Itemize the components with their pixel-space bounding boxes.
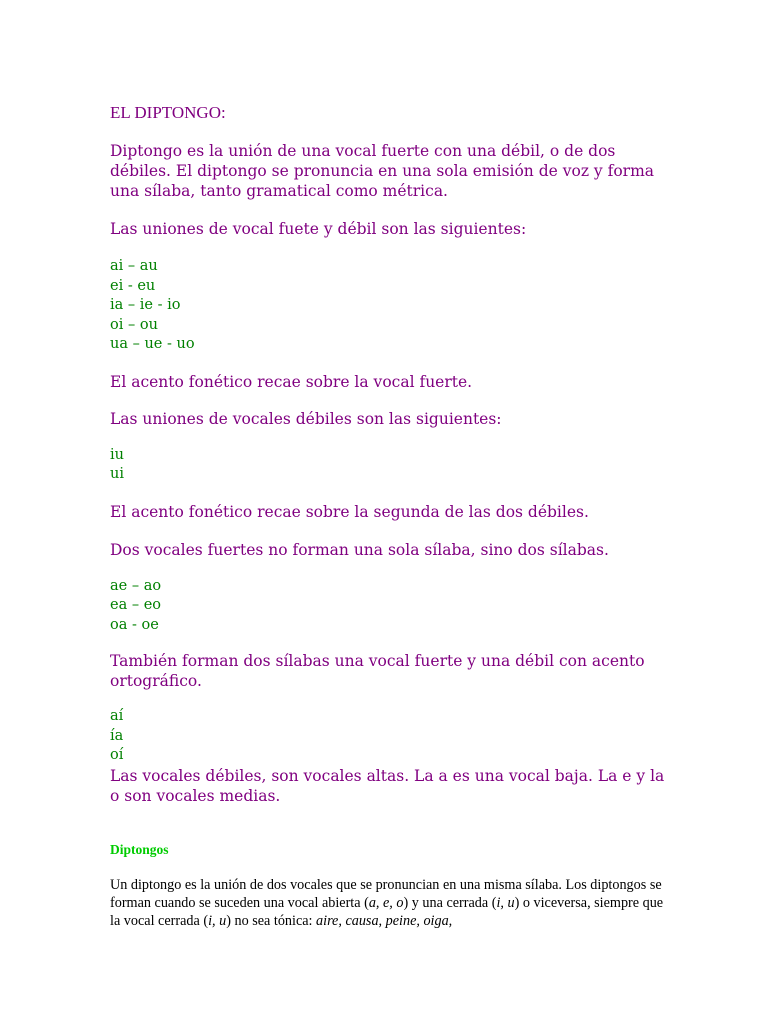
uniones-fuerte-debil-heading: Las uniones de vocal fuete y débil son las siguientes: xyxy=(110,220,527,238)
ejemplos: aire, causa, peine, oiga, xyxy=(316,912,453,929)
document-page xyxy=(110,103,670,930)
section-heading-diptongos: Diptongos xyxy=(110,841,169,857)
list-item: ae – ao xyxy=(110,577,162,594)
list-item: iu xyxy=(110,446,124,463)
uniones-fuerte-debil-list xyxy=(110,257,670,355)
definition-text: ) no sea tónica: xyxy=(226,912,317,929)
fuertes-list xyxy=(110,577,670,636)
acento-fuerte-paragraph: El acento fonético recae sobre la vocal fuerte. xyxy=(110,372,473,391)
list-item: ui xyxy=(110,466,124,482)
list-item: ea – eo xyxy=(110,597,162,613)
vocales-abiertas: a, e, o xyxy=(368,894,404,911)
list-item: ei - eu xyxy=(110,277,156,294)
acento-debiles-paragraph: El acento fonético recae sobre la segunda de las dos débiles. xyxy=(110,502,589,521)
uniones-debiles-heading: Las uniones de vocales débiles son las siguientes: xyxy=(110,409,502,428)
fuertes-heading: Dos vocales fuertes no forman una sola sílaba, sino dos sílabas. xyxy=(110,540,609,559)
list-item: ia – ie - io xyxy=(110,297,181,313)
list-item: aí xyxy=(110,708,124,724)
list-item: ía xyxy=(110,727,124,744)
acento-ortografico-list xyxy=(110,707,670,766)
definition-text: ) y una cerrada ( xyxy=(403,894,497,911)
vocales-altas-paragraph: Las vocales débiles, son vocales altas. La a es una vocal baja. La e y la o son vocales medias. xyxy=(110,766,665,805)
definition-paragraph xyxy=(110,876,670,930)
list-item: oí xyxy=(110,747,124,763)
list-item: ua – ue - uo xyxy=(110,336,195,352)
list-item: oi – ou xyxy=(110,316,158,333)
uniones-debiles-list xyxy=(110,446,670,485)
acento-ortografico-heading: También forman dos sílabas una vocal fuerte y una débil con acento ortográfico. xyxy=(110,652,645,690)
vocales-cerradas: i, u xyxy=(496,894,515,911)
document-title: EL DIPTONGO: xyxy=(110,103,226,122)
vocales-cerradas: i, u xyxy=(208,912,227,929)
definition-text: ) o viceversa, siempre que la vocal cerrada ( xyxy=(110,894,664,929)
list-item: ai – au xyxy=(110,258,158,274)
list-item: oa - oe xyxy=(110,616,159,633)
definition-text: Un diptongo es la unión de dos vocales que se pronuncian en una misma sílaba. Los diptongos se forman cuando se suceden una vocal abierta ( xyxy=(110,876,662,911)
intro-paragraph: Diptongo es la unión de una vocal fuerte con una débil, o de dos débiles. El diptongo se pronuncia en una sola emisión de voz y forma una sílaba, tanto gramatical como métrica. xyxy=(110,142,655,200)
